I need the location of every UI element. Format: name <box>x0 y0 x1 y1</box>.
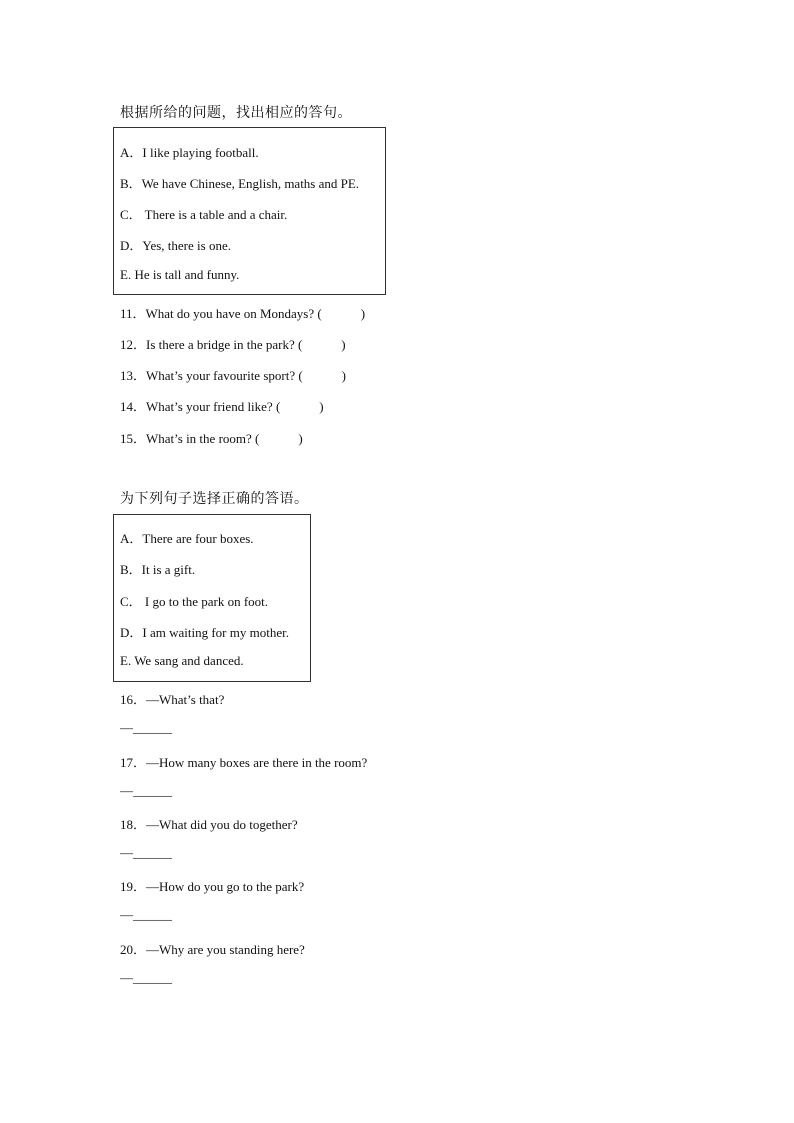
question-16: 16．—What’s that? <box>120 692 225 707</box>
question-12: 12．Is there a bridge in the park? ( ) <box>120 337 346 352</box>
option-e: E. We sang and danced. <box>120 653 244 668</box>
section2-instruction: 为下列句子选择正确的答语。 <box>120 492 309 507</box>
question-19: 19．—How do you go to the park? <box>120 879 305 894</box>
answer-blank-20: —______ <box>120 970 172 985</box>
answer-blank-19: —______ <box>120 907 172 922</box>
answer-blank-16: —______ <box>120 720 172 735</box>
option-b: B．It is a gift. <box>120 562 196 577</box>
question-20: 20．—Why are you standing here? <box>120 942 305 957</box>
option-c: C． There is a table and a chair. <box>120 207 288 222</box>
question-14: 14．What’s your friend like? ( ) <box>120 399 324 414</box>
question-18: 18．—What did you do together? <box>120 817 298 832</box>
option-d: D．Yes, there is one. <box>120 238 231 253</box>
section2-options-box <box>113 514 311 682</box>
answer-blank-18: —______ <box>120 845 172 860</box>
option-a: A．I like playing football. <box>120 145 259 160</box>
question-11: 11．What do you have on Mondays? ( ) <box>120 306 366 321</box>
question-17: 17．—How many boxes are there in the room? <box>120 755 368 770</box>
question-13: 13．What’s your favourite sport? ( ) <box>120 368 347 383</box>
answer-blank-17: —______ <box>120 783 172 798</box>
option-d: D．I am waiting for my mother. <box>120 625 289 640</box>
option-b: B．We have Chinese, English, maths and PE. <box>120 176 360 191</box>
section1-instruction: 根据所给的问题，找出相应的答句。 <box>120 106 352 121</box>
question-15: 15．What’s in the room? ( ) <box>120 431 303 446</box>
option-a: A．There are four boxes. <box>120 531 254 546</box>
option-e: E. He is tall and funny. <box>120 267 240 282</box>
option-c: C． I go to the park on foot. <box>120 594 269 609</box>
section1-options-box <box>113 127 386 295</box>
